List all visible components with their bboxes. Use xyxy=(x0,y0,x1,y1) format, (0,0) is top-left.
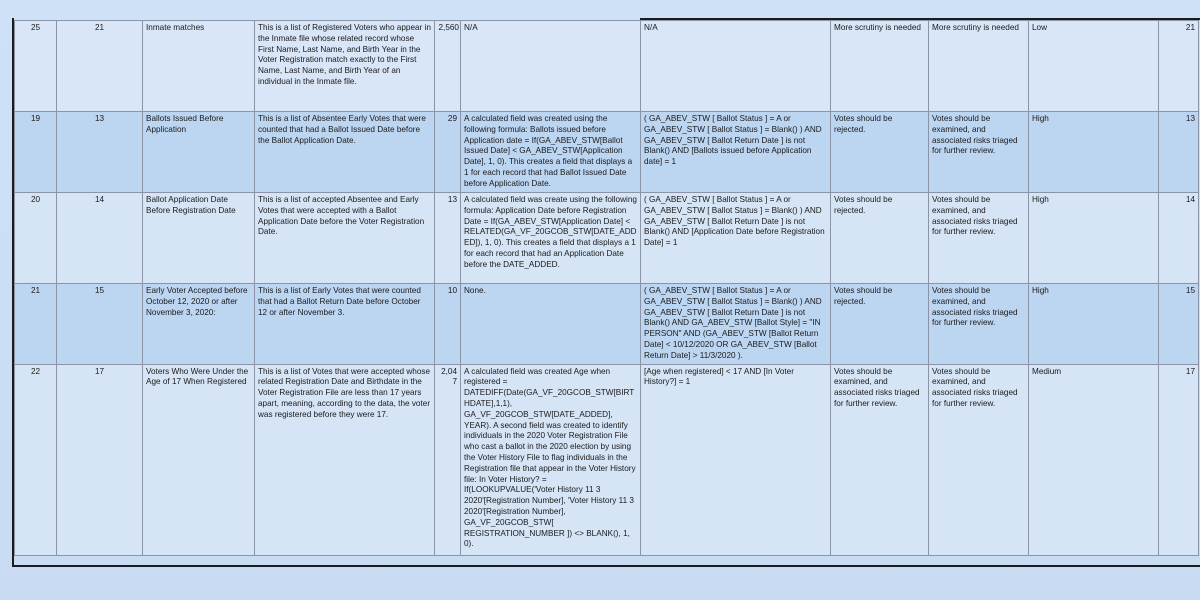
action: More scrutiny is needed xyxy=(831,21,929,112)
calculation-method: A calculated field was created Age when registered = DATEDIFF(Date(GA_VF_20GCOB_STW[BIRTHDATE],1,1), GA_VF_20GCOB_STW[DATE_ADDED], YEAR). A second field was created to identify individuals in the 2020 Voter Registration File who cast a ballot in the 2020 election by using the Voter History File to flag individuals in the Registration file that appear in the Voter History file: In Voter History? = If(LOOKUPVALUE('Voter History 11 3 2020'[Registration Number], 'Voter History 11 3 2020'[Registration Number], GA_VF_20GCOB_STW[ REGISTRATION_NUMBER ]) <> BLANK(), 1, 0). xyxy=(461,364,641,555)
test-description: This is a list of accepted Absentee and Early Votes that were accepted with a Ballot Application Date before the Voter Registration Date. xyxy=(255,193,435,284)
reference-number: 15 xyxy=(1159,284,1199,365)
test-name: Ballot Application Date Before Registration Date xyxy=(143,193,255,284)
row-number: 25 xyxy=(15,21,57,112)
row-number: 22 xyxy=(15,364,57,555)
test-description: This is a list of Registered Voters who appear in the Inmate file whose related record whose First Name, Last Name, and Birth Year in the Voter Registration match exactly to the First Name, Last Name, and Birth Year of an individual in the Inmate file. xyxy=(255,21,435,112)
record-count: 13 xyxy=(435,193,461,284)
row-number: 19 xyxy=(15,112,57,193)
record-count: 10 xyxy=(435,284,461,365)
test-description: This is a list of Early Votes that were counted that had a Ballot Return Date before October 12 or after November 3. xyxy=(255,284,435,365)
calculation-method: None. xyxy=(461,284,641,365)
table-row xyxy=(15,21,1199,112)
record-count: 29 xyxy=(435,112,461,193)
reference-number: 21 xyxy=(1159,21,1199,112)
action: Votes should be examined, and associated risks triaged for further review. xyxy=(831,364,929,555)
table-row xyxy=(15,284,1199,365)
test-description: This is a list of Absentee Early Votes that were counted that had a Ballot Issued Date before the Ballot Application Date. xyxy=(255,112,435,193)
record-count: 2,047 xyxy=(435,364,461,555)
risk-level: High xyxy=(1029,284,1159,365)
test-name: Ballots Issued Before Application xyxy=(143,112,255,193)
risk-level: Medium xyxy=(1029,364,1159,555)
filter-logic: ( GA_ABEV_STW [ Ballot Status ] = A or GA_ABEV_STW [ Ballot Status ] = Blank() ) AND GA_ABEV_STW [ Ballot Return Date ] is not Blank() AND GA_ABEV_STW [Ballot Style] = "IN PERSON" AND (GA_ABEV_STW [Ballot Return Date] < 10/12/2020 OR GA_ABEV_STW [Ballot Return Date] > 11/3/2020 ). xyxy=(641,284,831,365)
filter-logic: N/A xyxy=(641,21,831,112)
recommendation: More scrutiny is needed xyxy=(929,21,1029,112)
filter-logic: ( GA_ABEV_STW [ Ballot Status ] = A or GA_ABEV_STW [ Ballot Status ] = Blank() ) AND GA_ABEV_STW [ Ballot Return Date ] is not Blank() AND [Ballots issued before Application date] = 1 xyxy=(641,112,831,193)
recommendation: Votes should be examined, and associated risks triaged for further review. xyxy=(929,193,1029,284)
test-number: 13 xyxy=(57,112,143,193)
filter-logic: [Age when registered] < 17 AND [In Voter History?] = 1 xyxy=(641,364,831,555)
record-count: 2,560 xyxy=(435,21,461,112)
findings-table xyxy=(14,20,1199,556)
test-name: Inmate matches xyxy=(143,21,255,112)
risk-level: Low xyxy=(1029,21,1159,112)
table-row xyxy=(15,193,1199,284)
calculation-method: A calculated field was create using the following formula: Application Date before Registration Date = If(GA_ABEV_STW[Application Date] < RELATED(GA_VF_20GCOB_STW[DATE_ADDED]), 1, 0). This creates a field that displays a 1 for each record that had an Application Date before the DATE_ADDED. xyxy=(461,193,641,284)
action: Votes should be rejected. xyxy=(831,284,929,365)
table-row xyxy=(15,112,1199,193)
test-number: 17 xyxy=(57,364,143,555)
risk-level: High xyxy=(1029,112,1159,193)
row-number: 21 xyxy=(15,284,57,365)
recommendation: Votes should be examined, and associated risks triaged for further review. xyxy=(929,364,1029,555)
test-description: This is a list of Votes that were accepted whose related Registration Date and Birthdate in the Voter Registration File are less than 17 years apart, meaning, according to the data, the voter was registered before they were 17. xyxy=(255,364,435,555)
calculation-method: N/A xyxy=(461,21,641,112)
test-number: 15 xyxy=(57,284,143,365)
test-name: Early Voter Accepted before October 12, 2020 or after November 3, 2020: xyxy=(143,284,255,365)
test-number: 14 xyxy=(57,193,143,284)
reference-number: 14 xyxy=(1159,193,1199,284)
filter-logic: ( GA_ABEV_STW [ Ballot Status ] = A or GA_ABEV_STW [ Ballot Status ] = Blank() ) AND GA_ABEV_STW [ Ballot Return Date ] is not Blank() AND [Application Date before Registration Date] = 1 xyxy=(641,193,831,284)
reference-number: 13 xyxy=(1159,112,1199,193)
test-name: Voters Who Were Under the Age of 17 When Registered xyxy=(143,364,255,555)
risk-level: High xyxy=(1029,193,1159,284)
recommendation: Votes should be examined, and associated risks triaged for further review. xyxy=(929,112,1029,193)
recommendation: Votes should be examined, and associated risks triaged for further review. xyxy=(929,284,1029,365)
action: Votes should be rejected. xyxy=(831,112,929,193)
table-row xyxy=(15,364,1199,555)
action: Votes should be rejected. xyxy=(831,193,929,284)
reference-number: 17 xyxy=(1159,364,1199,555)
test-number: 21 xyxy=(57,21,143,112)
row-number: 20 xyxy=(15,193,57,284)
calculation-method: A calculated field was created using the following formula: Ballots issued before Application date = If(GA_ABEV_STW[Ballot Issued Date] < GA_ABEV_STW[Application Date], 1, 0). This creates a field that displays a 1 for each record that had Ballot Issued Date before Application Date. xyxy=(461,112,641,193)
